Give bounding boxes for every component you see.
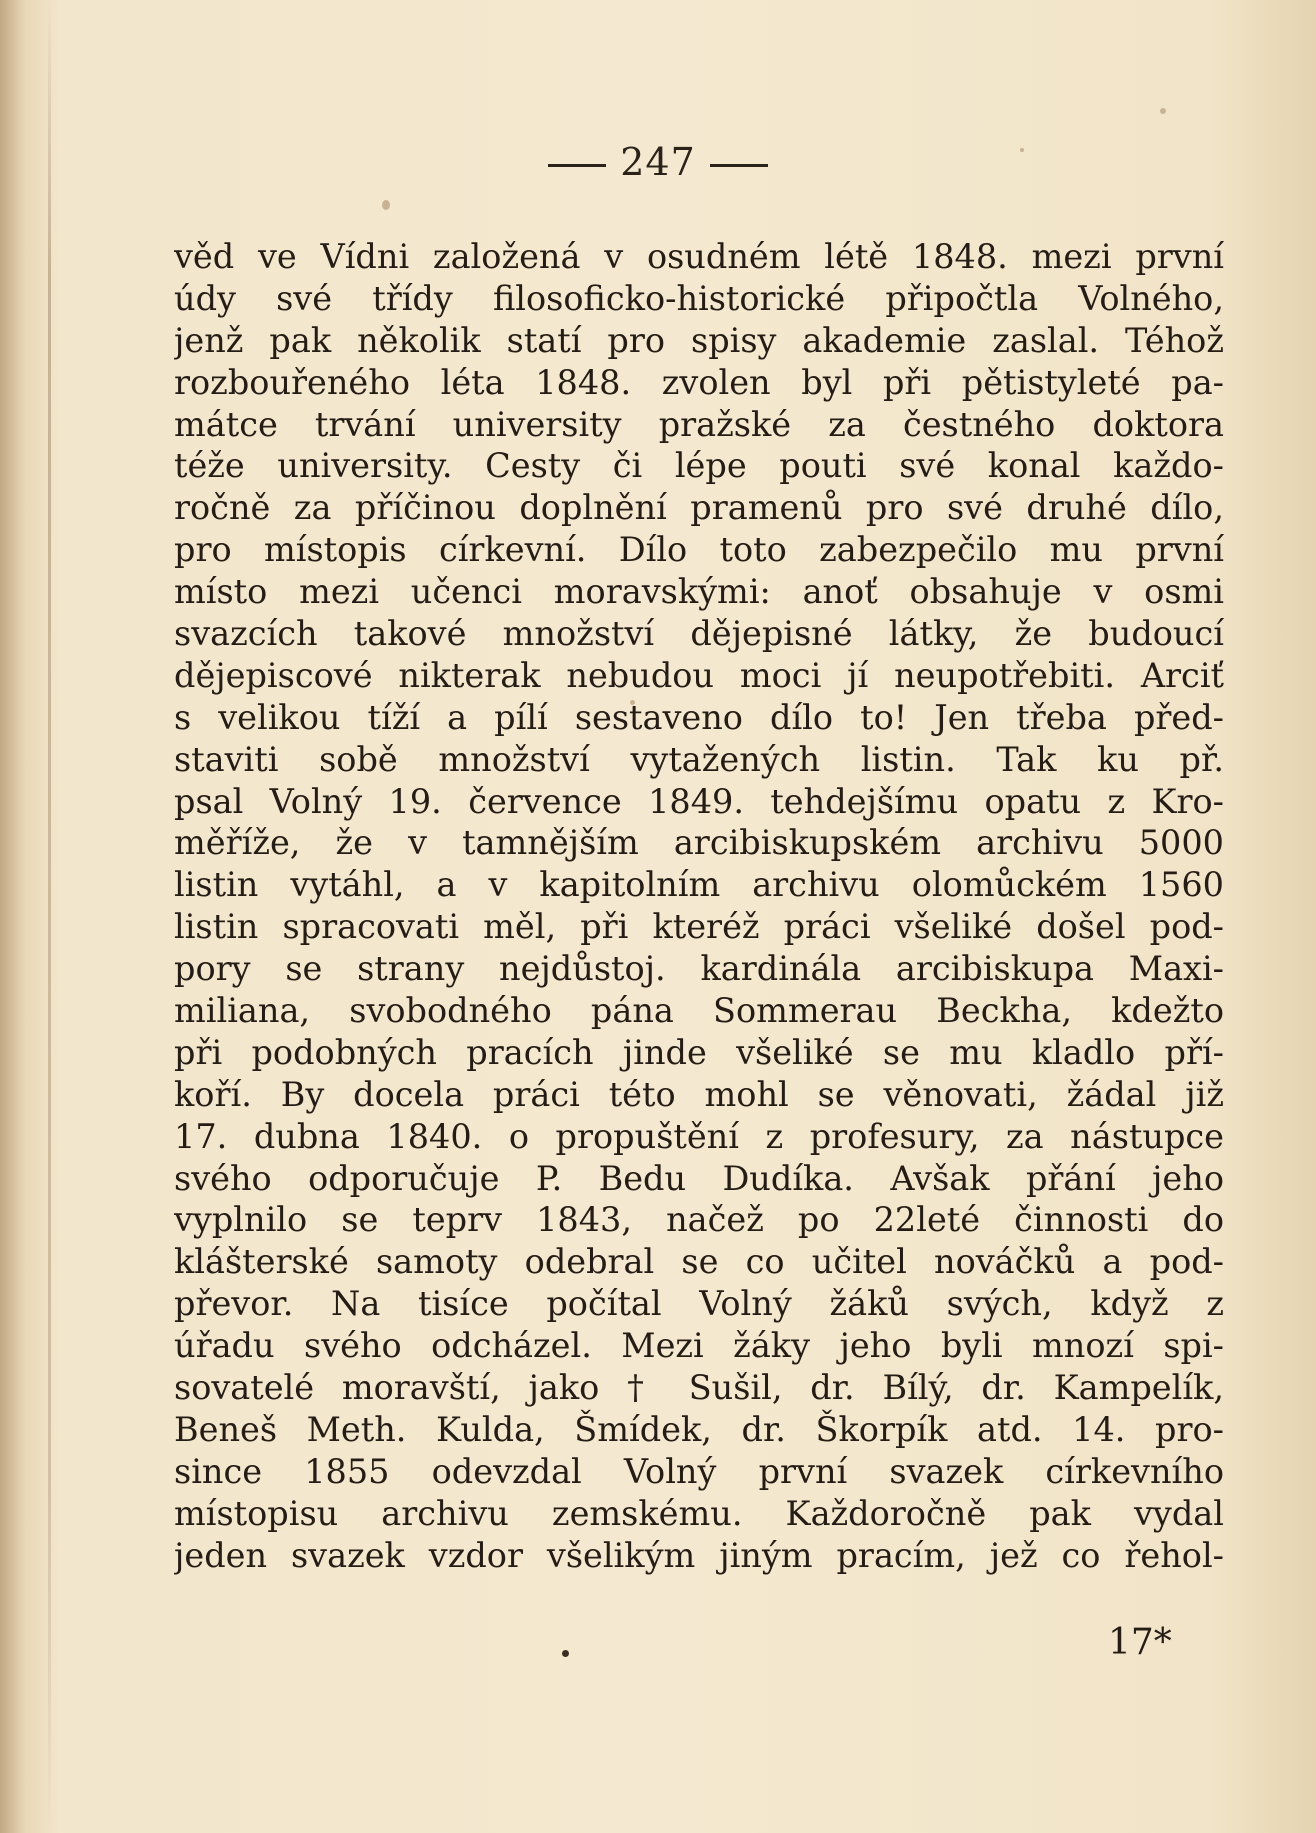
text-line: s velikou tíží a pílí sestaveno dílo to! Jen třeba před- (174, 697, 1224, 737)
body-text (174, 236, 1224, 1577)
text-line: údy své třídy filosoficko-historické připočtla Volného, (174, 278, 1224, 318)
text-line: ročně za příčinou doplnění pramenů pro své druhé dílo, (174, 488, 1224, 528)
signature-mark: 17* (1108, 1622, 1172, 1663)
text-line: téže university. Cesty či lépe pouti své konal každo- (174, 446, 1224, 486)
text-line: při podobných pracích jinde všeliké se mu kladlo pří- (174, 1032, 1224, 1072)
text-line: mátce trvání university pražské za čestného doktora (174, 404, 1224, 444)
header-dash-left (548, 164, 606, 167)
text-line: klášterské samoty odebral se co učitel nováčků a pod- (174, 1242, 1224, 1282)
text-line: koří. By docela práci této mohl se věnovati, žádal již (174, 1074, 1224, 1114)
paper-speck (562, 1650, 569, 1657)
text-line: měříže, že v tamnějším arcibiskupském archivu 5000 (174, 823, 1224, 863)
text-line: Beneš Meth. Kulda, Šmídek, dr. Škorpík atd. 14. pro- (174, 1409, 1224, 1449)
text-line: listin vytáhl, a v kapitolním archivu olomůckém 1560 (174, 865, 1224, 905)
text-line: rozbouřeného léta 1848. zvolen byl při pětistyleté pa- (174, 362, 1224, 402)
page-edge-shadow (0, 0, 26, 1833)
text-line: jenž pak několik statí pro spisy akademie zaslal. Téhož (174, 320, 1224, 360)
text-line: sovatelé moravští, jako † Sušil, dr. Bílý, dr. Kampelík, (174, 1368, 1224, 1408)
page-number: 247 (620, 140, 696, 184)
text-line: místopisu archivu zemskému. Každoročně pak vydal (174, 1493, 1224, 1533)
text-line: listin spracovati měl, při kteréž práci všeliké došel pod- (174, 907, 1224, 947)
text-line: úřadu svého odcházel. Mezi žáky jeho byli mnozí spi- (174, 1326, 1224, 1366)
text-line: jeden svazek vzdor všelikým jiným pracím, jež co řehol- (174, 1535, 1224, 1575)
text-line: místo mezi učenci moravskými: anoť obsahuje v osmi (174, 572, 1224, 612)
text-line: pro místopis církevní. Dílo toto zabezpečilo mu první (174, 530, 1224, 570)
text-line: dějepiscové nikterak nebudou moci jí neupotřebiti. Arciť (174, 655, 1224, 695)
header-dash-right (710, 164, 768, 167)
text-line: staviti sobě množství vytažených listin. Tak ku př. (174, 739, 1224, 779)
text-line: svého odporučuje P. Bedu Dudíka. Avšak přání jeho (174, 1158, 1224, 1198)
text-line: vyplnilo se teprv 1843, načež po 22leté činnosti do (174, 1200, 1224, 1240)
text-line: svazcích takové množství dějepisné látky, že budoucí (174, 614, 1224, 654)
text-line: věd ve Vídni založená v osudném létě 1848. mezi první (174, 237, 1224, 276)
paper-speck (1160, 108, 1166, 114)
text-line: pory se strany nejdůstoj. kardinála arcibiskupa Maxi- (174, 949, 1224, 989)
text-line: since 1855 odevzdal Volný první svazek církevního (174, 1451, 1224, 1491)
text-line: miliana, svobodného pána Sommerau Beckha, kdežto (174, 991, 1224, 1031)
text-line: převor. Na tisíce počítal Volný žáků svých, když z (174, 1284, 1224, 1324)
text-line: psal Volný 19. července 1849. tehdejšímu opatu z Kro- (174, 781, 1224, 821)
page-header (0, 140, 1316, 184)
binding-gutter (48, 0, 51, 1833)
text-line: 17. dubna 1840. o propuštění z profesury, za nástupce (174, 1116, 1224, 1156)
paper-speck (382, 200, 390, 210)
